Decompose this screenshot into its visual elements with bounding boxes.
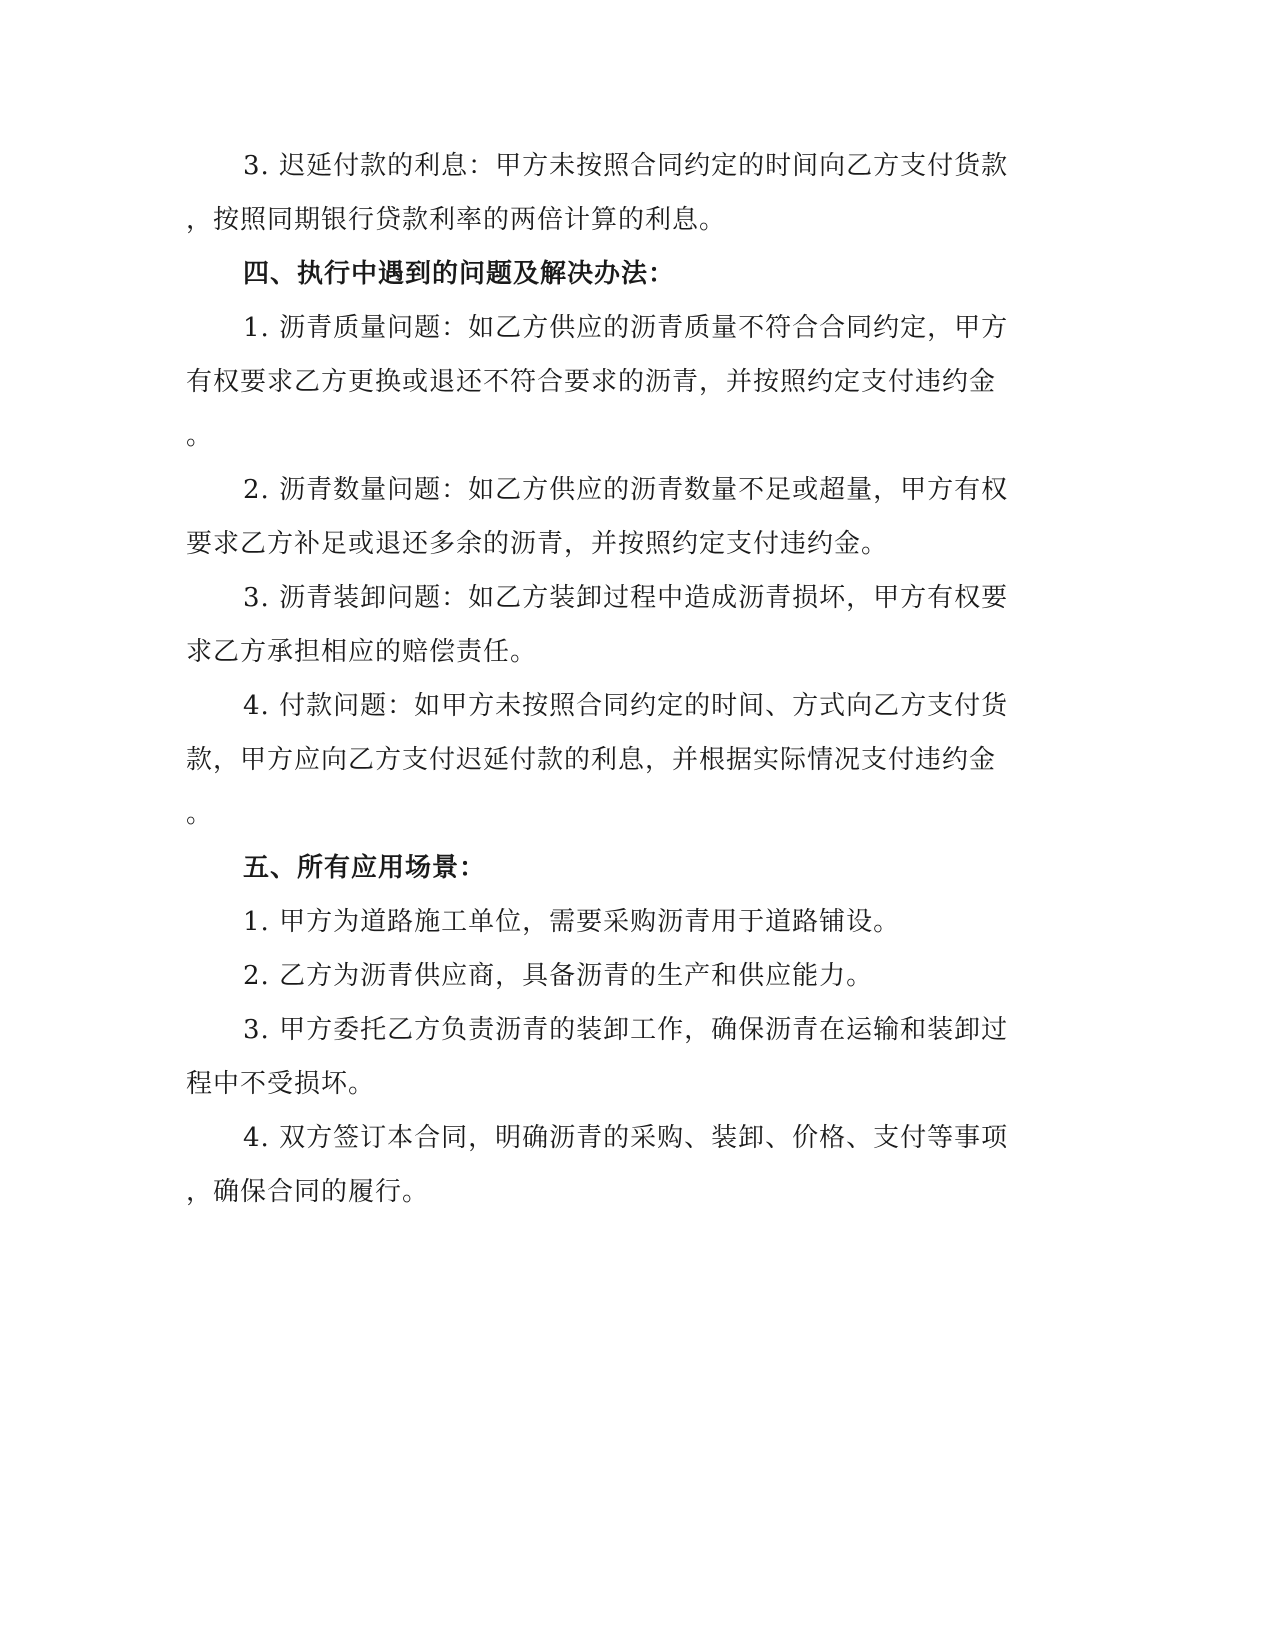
paragraph-line: 4. 付款问题：如甲方未按照合同约定的时间、方式向乙方支付货 <box>243 691 1009 721</box>
paragraph-line: 3. 甲方委托乙方负责沥青的装卸工作，确保沥青在运输和装卸过 <box>243 1015 1009 1045</box>
paragraph-line: ，按照同期银行贷款利率的两倍计算的利息。 <box>186 205 727 235</box>
paragraph-line: 1. 甲方为道路施工单位，需要采购沥青用于道路铺设。 <box>243 907 901 937</box>
section-heading: 四、执行中遇到的问题及解决办法： <box>243 259 676 289</box>
paragraph-line: 4. 双方签订本合同，明确沥青的采购、装卸、价格、支付等事项 <box>243 1123 1009 1153</box>
paragraph-line: 2. 沥青数量问题：如乙方供应的沥青数量不足或超量，甲方有权 <box>243 475 1009 505</box>
paragraph-line: 3. 迟延付款的利息：甲方未按照合同约定的时间向乙方支付货款 <box>243 151 1009 181</box>
paragraph-line: 要求乙方补足或退还多余的沥青，并按照约定支付违约金。 <box>186 529 889 559</box>
paragraph-line: 。 <box>186 421 214 451</box>
paragraph-line: 2. 乙方为沥青供应商，具备沥青的生产和供应能力。 <box>243 961 874 991</box>
paragraph-line: 1. 沥青质量问题：如乙方供应的沥青质量不符合合同约定，甲方 <box>243 313 1009 343</box>
paragraph-line: 3. 沥青装卸问题：如乙方装卸过程中造成沥青损坏，甲方有权要 <box>243 583 1009 613</box>
paragraph-line: 。 <box>186 799 214 829</box>
paragraph-line: ，确保合同的履行。 <box>186 1177 430 1207</box>
paragraph-line: 求乙方承担相应的赔偿责任。 <box>186 637 538 667</box>
paragraph-line: 款，甲方应向乙方支付迟延付款的利息，并根据实际情况支付违约金 <box>186 745 997 775</box>
paragraph-line: 程中不受损坏。 <box>186 1069 376 1099</box>
paragraph-line: 有权要求乙方更换或退还不符合要求的沥青，并按照约定支付违约金 <box>186 367 997 397</box>
section-heading: 五、所有应用场景： <box>243 853 487 883</box>
